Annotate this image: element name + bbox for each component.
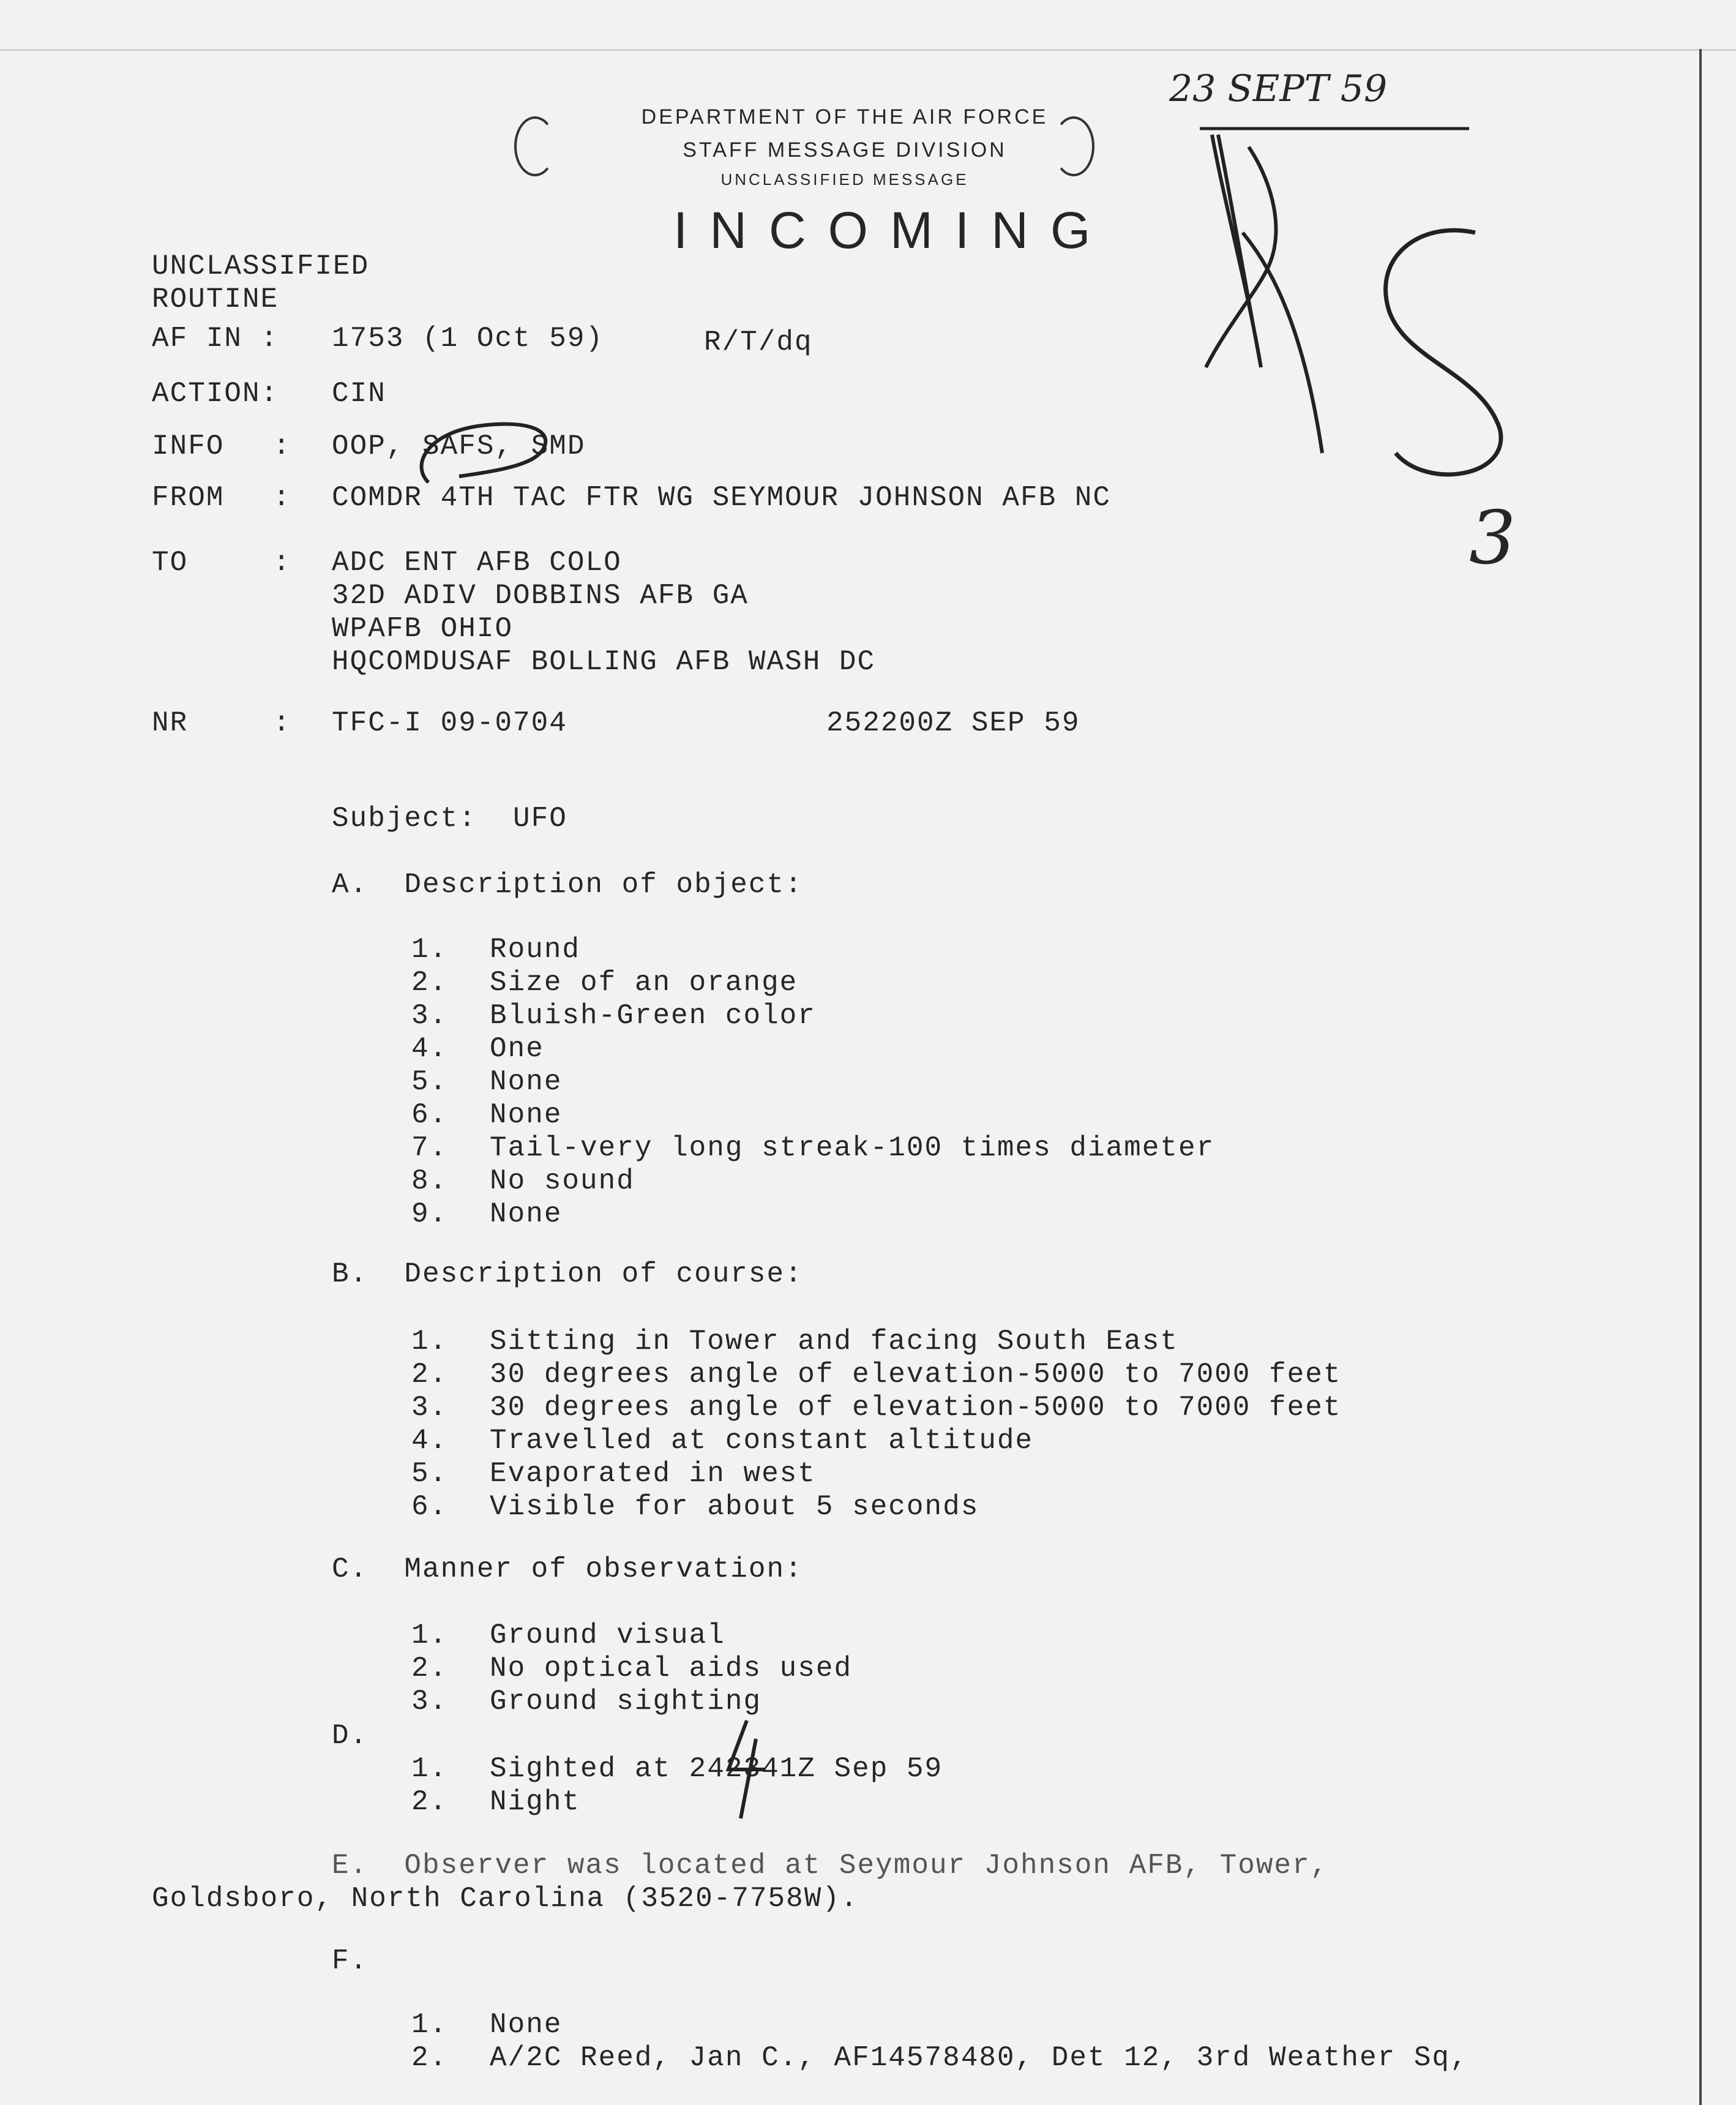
section-a-heading: A. Description of object:	[332, 869, 803, 901]
division-title: STAFF MESSAGE DIVISION	[683, 138, 1007, 162]
section-c-heading: C. Manner of observation:	[332, 1553, 803, 1585]
list-number: 3.	[411, 1392, 448, 1424]
list-number: 1.	[411, 1326, 448, 1357]
section-e-line-2: Goldsboro, North Carolina (3520-7758W).	[152, 1883, 859, 1915]
list-number: 1.	[411, 1753, 448, 1785]
list-number: 2.	[411, 1786, 448, 1818]
nr-colon: :	[273, 707, 291, 739]
list-number: 3.	[411, 1686, 448, 1717]
punch-hole-left	[514, 116, 556, 176]
list-number: 2.	[411, 1653, 448, 1684]
list-item: One	[490, 1033, 544, 1065]
precedence-label: ROUTINE	[152, 283, 279, 315]
af-in-label: AF IN :	[152, 323, 279, 355]
list-number: 9.	[411, 1198, 448, 1230]
list-item: No optical aids used	[490, 1653, 853, 1684]
list-number: 4.	[411, 1033, 448, 1065]
section-d-heading: D.	[332, 1720, 369, 1752]
list-item: Travelled at constant altitude	[490, 1425, 1034, 1457]
list-number: 2.	[411, 2042, 448, 2074]
list-number: 6.	[411, 1491, 448, 1523]
action-value: CIN	[332, 378, 386, 410]
list-number: 7.	[411, 1132, 448, 1164]
list-number: 2.	[411, 967, 448, 999]
list-item: Visible for about 5 seconds	[490, 1491, 979, 1523]
list-number: 1.	[411, 2009, 448, 2041]
list-item: None	[490, 1198, 563, 1230]
list-item: None	[490, 1066, 563, 1098]
to-address: 32D ADIV DOBBINS AFB GA	[332, 580, 749, 612]
to-label: TO	[152, 547, 189, 579]
list-item: Tail-very long streak-100 times diameter	[490, 1132, 1215, 1164]
list-number: 3.	[411, 1000, 448, 1032]
list-number: 8.	[411, 1165, 448, 1197]
classification-header: UNCLASSIFIED MESSAGE	[720, 170, 969, 189]
handwritten-page-number: 3	[1469, 496, 1516, 581]
incoming-title: INCOMING	[673, 201, 1113, 259]
info-value: OOP, SAFS, SMD	[332, 430, 586, 462]
handwritten-date: 23 SEPT 59	[1169, 67, 1388, 110]
section-f-heading: F.	[332, 1945, 369, 1977]
classification-label: UNCLASSIFIED	[152, 250, 370, 282]
list-number: 5.	[411, 1066, 448, 1098]
info-label: INFO	[152, 430, 225, 462]
list-item: Ground visual	[490, 1619, 725, 1651]
nr-label: NR	[152, 707, 189, 739]
routing-code: R/T/dq	[704, 326, 813, 358]
nr-value: TFC-I 09-0704	[332, 707, 567, 739]
handwritten-initials-signature	[1188, 110, 1543, 490]
list-item: Round	[490, 934, 581, 966]
info-colon: :	[273, 430, 291, 462]
list-item: No sound	[490, 1165, 635, 1197]
list-item: Sighted at 242341Z Sep 59	[490, 1753, 943, 1785]
to-address: ADC ENT AFB COLO	[332, 547, 622, 579]
to-address: HQCOMDUSAF BOLLING AFB WASH DC	[332, 646, 876, 678]
list-item: None	[490, 2009, 563, 2041]
department-title: DEPARTMENT OF THE AIR FORCE	[641, 105, 1049, 129]
handwritten-correction-mark	[704, 1714, 777, 1825]
list-item: Size of an orange	[490, 967, 798, 999]
list-number: 4.	[411, 1425, 448, 1457]
date-time-group: 252200Z SEP 59	[826, 707, 1080, 739]
list-item: 30 degrees angle of elevation-5000 to 7000 feet	[490, 1359, 1342, 1390]
from-value: COMDR 4TH TAC FTR WG SEYMOUR JOHNSON AFB NC	[332, 482, 1111, 514]
list-item: A/2C Reed, Jan C., AF14578480, Det 12, 3rd Weather Sq,	[490, 2042, 1468, 2074]
subject-line: Subject: UFO	[332, 803, 567, 835]
to-address: WPAFB OHIO	[332, 613, 514, 645]
list-number: 5.	[411, 1458, 448, 1490]
list-item: Bluish-Green color	[490, 1000, 816, 1032]
list-item: Ground sighting	[490, 1686, 762, 1717]
list-item: Evaporated in west	[490, 1458, 816, 1490]
action-label: ACTION:	[152, 378, 279, 410]
paper-edge-top	[0, 49, 1736, 51]
to-colon: :	[273, 547, 291, 579]
from-colon: :	[273, 482, 291, 514]
list-number: 1.	[411, 934, 448, 966]
list-item: Sitting in Tower and facing South East	[490, 1326, 1178, 1357]
list-item: None	[490, 1099, 563, 1131]
list-item: 30 degrees angle of elevation-5000 to 7000 feet	[490, 1392, 1342, 1424]
paper-edge-right	[1699, 49, 1702, 2105]
list-number: 1.	[411, 1619, 448, 1651]
section-e-line-1: E. Observer was located at Seymour Johnson AFB, Tower,	[332, 1850, 1329, 1882]
section-b-heading: B. Description of course:	[332, 1258, 803, 1290]
list-number: 6.	[411, 1099, 448, 1131]
from-label: FROM	[152, 482, 225, 514]
list-item: Night	[490, 1786, 581, 1818]
list-number: 2.	[411, 1359, 448, 1390]
af-in-value: 1753 (1 Oct 59)	[332, 323, 604, 355]
